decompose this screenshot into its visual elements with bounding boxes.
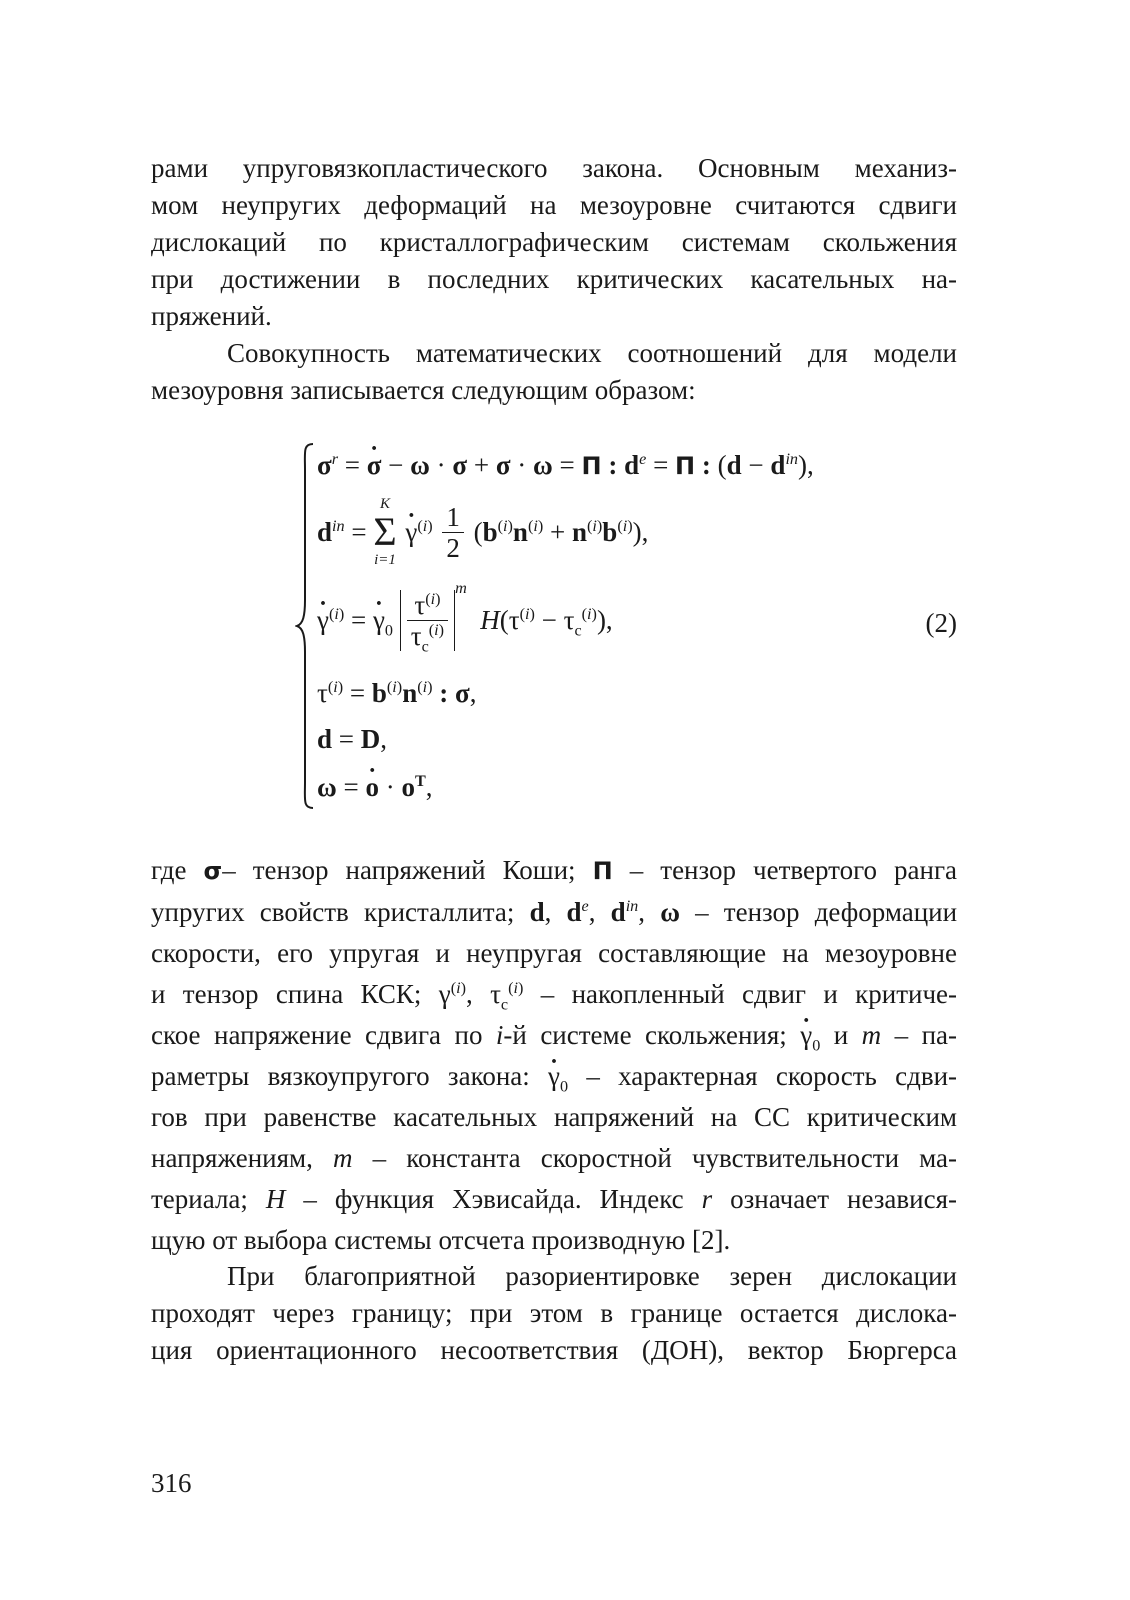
text-line: рами упруговязкопластического закона. Основным механиз-: [151, 153, 957, 183]
text-line: где σ– тензор напряжений Коши; Π – тензор четвертого ранга: [151, 855, 958, 885]
summation: K Σ i=1: [373, 496, 397, 568]
text-line: напряжениям, m – константа скоростной чувствительности ма-: [151, 1143, 958, 1173]
text-line: раметры вязкоупругого закона: $\gamma \cdot_0$ – характерная скорость сдви-: [151, 1056, 957, 1097]
text-line: при достижении в последних критических касательных на-: [151, 264, 957, 294]
sum-upper-limit: K: [379, 496, 390, 512]
text-line: ское напряжение сдвига по i-й системе скольжения; $\gamma \cdot_0$ и m – па-: [151, 1015, 957, 1056]
paragraph-2: [151, 335, 957, 409]
text-line: и тензор спина КСК; $\gamma^{(i)}$, $\tau_c^{(i)}$ – накопленный сдвиг и критиче-: [151, 979, 957, 1014]
text-line: Совокупность математических соотношений для модели: [227, 338, 957, 368]
text-line: териала; H – функция Хэвисайда. Индекс r означает независя-: [151, 1184, 957, 1214]
text-line: дислокаций по кристаллографическим системам скольжения: [151, 227, 957, 257]
left-brace-icon: [295, 440, 317, 812]
sum-lower-limit: i=1: [374, 552, 396, 568]
equation-system: [295, 440, 957, 812]
equation-line-1: $\sigma^r = \sigma$ · − ω · σ + σ · ω = Π : $d^e = \Pi$ : $(d - d^{in})$,: [317, 450, 814, 481]
text-line: щую от выбора системы отсчета производную [2].: [151, 1225, 731, 1255]
paragraph-4: [151, 1258, 957, 1369]
text-line: гов при равенстве касательных напряжений на СС критическим: [151, 1102, 957, 1132]
text-line: При благоприятной разориентировке зерен дислокации: [227, 1261, 957, 1291]
text-line: мом неупругих деформаций на мезоуровне считаются сдвиги: [151, 190, 957, 220]
text-line: мезоуровня записывается следующим образом:: [151, 375, 696, 405]
equation-line-3: $\gamma \cdot^{(i)} = \gamma \cdot_0$ $\frac{\tau^{(i)}}{\tau_c^{(i)}}$ $^m$ $H(\tau^{(i)} - \tau_c^{(i)})$,: [317, 588, 613, 651]
text-line: скорости, его упругая и неупругая составляющие на мезоуровне: [151, 938, 957, 968]
text-line: пряжений.: [151, 301, 272, 331]
page-number: 316: [151, 1468, 192, 1498]
equation-line-6: ω = o · · $o^T$,: [317, 772, 433, 803]
equation-number: (2): [925, 608, 957, 638]
text-line: ция ориентационного несоответствия (ДОН), вектор Бюргерса: [151, 1335, 957, 1365]
equation-line-5: d = D,: [317, 724, 388, 754]
text-line: упругих свойств кристаллита; d, $d^e$, $d^{in}$, ω – тензор деформации: [151, 897, 958, 927]
text-line: проходят через границу; при этом в границе остается дислока-: [151, 1298, 957, 1328]
paragraph-1: [151, 150, 957, 335]
equation-line-2: $d^{in}$ = K Σ i=1 γ ·$^{(i)}$ $\frac{1}{2}$ $(b^{(i)}n^{(i)} + n^{(i)}b^{(i)})$,: [317, 494, 648, 570]
equation-line-4: $\tau^{(i)} = b^{(i)}n^{(i)}$ : σ,: [317, 678, 477, 708]
paragraph-3: [151, 850, 957, 1261]
